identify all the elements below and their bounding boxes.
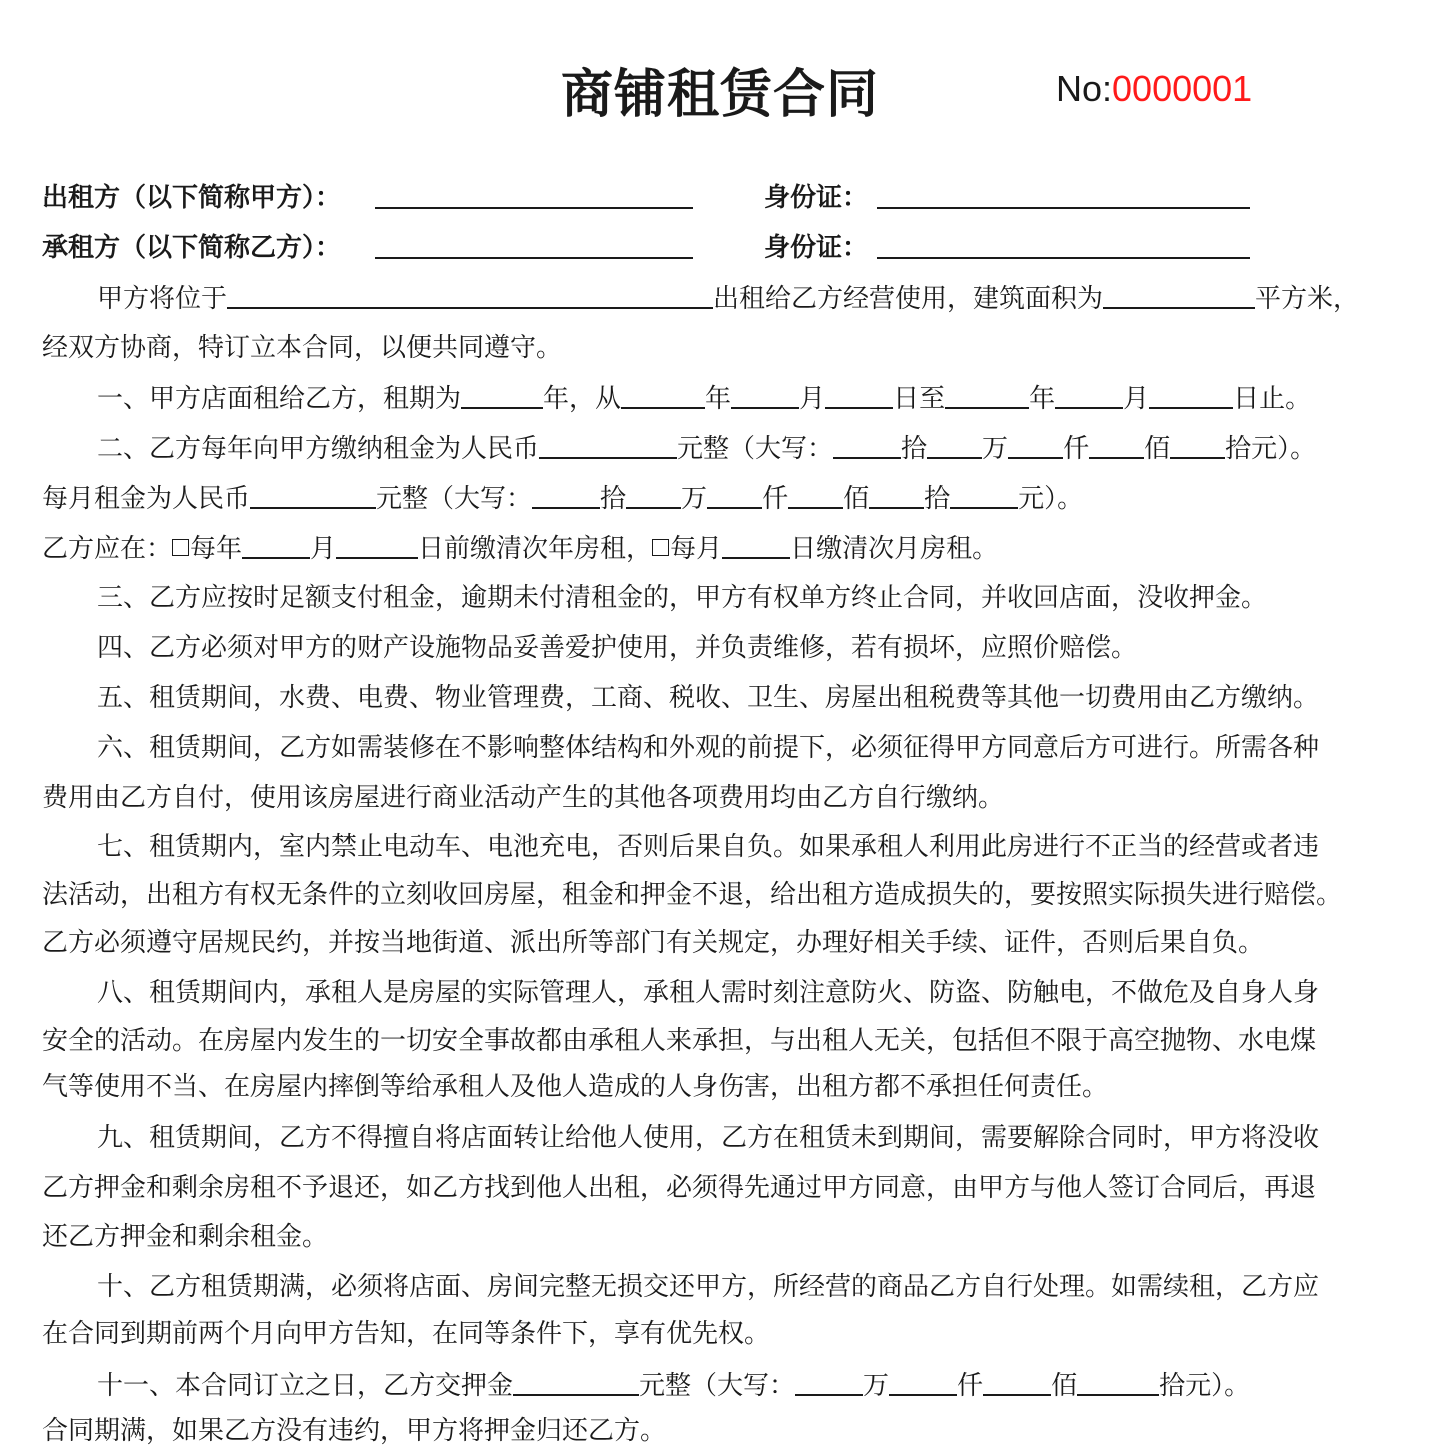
bai-label: 佰 bbox=[1051, 1371, 1078, 1401]
clause-7-line-2: 法活动，出租方有权无条件的立刻收回房屋，租金和押金不退，给出租方造成损失的，要按照实际损失进行赔偿。 bbox=[42, 880, 1343, 910]
clause-2-line-1 bbox=[97, 431, 1316, 465]
wan-label: 万 bbox=[863, 1371, 890, 1401]
clause-9-line-1: 九、租赁期间，乙方不得擅自将店面转让给他人使用，乙方在租赁未到期间，需要解除合同时，甲方将没收 bbox=[97, 1123, 1320, 1153]
serial-label: No: bbox=[1056, 68, 1113, 109]
area-field[interactable] bbox=[1103, 281, 1255, 309]
yearly-month-field[interactable] bbox=[242, 531, 310, 559]
clause-4: 四、乙方必须对甲方的财产设施物品妥善爱护使用，并负责维修，若有损坏，应照价赔偿。 bbox=[97, 633, 1138, 663]
intro-text-2: 出租给乙方经营使用，建筑面积为 bbox=[713, 284, 1104, 314]
month-label: 月 bbox=[310, 534, 337, 564]
lessee-label: 承租方（以下简称乙方）： bbox=[42, 233, 342, 263]
end-year-field[interactable] bbox=[945, 381, 1029, 409]
monthly-rent-label: 每月租金为人民币 bbox=[42, 484, 251, 514]
start-year-field[interactable] bbox=[621, 381, 705, 409]
clause-2-line-3 bbox=[42, 531, 998, 565]
bai-label: 佰 bbox=[1144, 434, 1171, 464]
qian-label: 仟 bbox=[957, 1371, 984, 1401]
monthly-day-field[interactable] bbox=[722, 531, 790, 559]
clause-8-line-1: 八、租赁期间内，承租人是房屋的实际管理人，承租人需时刻注意防火、防盗、防触电，不做危及自身人身 bbox=[97, 978, 1320, 1008]
clause-8-line-3: 气等使用不当、在房屋内摔倒等给承租人及他人造成的人身伤害，出租方都不承担任何责任。 bbox=[42, 1072, 1109, 1102]
qian-label: 仟 bbox=[762, 484, 789, 514]
month-label: 月 bbox=[799, 384, 826, 414]
lessor-name-field[interactable] bbox=[375, 181, 693, 209]
clause-2-text: 二、乙方每年向甲方缴纳租金为人民币 bbox=[97, 434, 540, 464]
monthly-label: 每月 bbox=[670, 534, 723, 564]
monthly-checkbox[interactable] bbox=[652, 539, 669, 556]
end-day-field[interactable] bbox=[1149, 381, 1233, 409]
lessee-name-field[interactable] bbox=[375, 231, 693, 259]
start-day-field[interactable] bbox=[825, 381, 893, 409]
clause-7-line-3: 乙方必须遵守居规民约，并按当地街道、派出所等部门有关规定，办理好相关手续、证件，否则后果自负。 bbox=[42, 928, 1265, 958]
clause-2-line-2 bbox=[42, 481, 1083, 515]
capital-end-label: 元）。 bbox=[1018, 484, 1084, 514]
serial-number-value: 0000001 bbox=[1112, 68, 1253, 109]
lessor-label: 出租方（以下简称甲方）： bbox=[42, 183, 342, 213]
capital-end-label: 拾元）。 bbox=[1225, 434, 1317, 464]
clause-9-line-3: 还乙方押金和剩余租金。 bbox=[42, 1222, 329, 1252]
deposit-field[interactable] bbox=[513, 1368, 639, 1396]
intro-line-2: 经双方协商，特订立本合同，以便共同遵守。 bbox=[42, 333, 563, 363]
property-address-field[interactable] bbox=[227, 281, 713, 309]
month-label: 月 bbox=[1123, 384, 1150, 414]
monthly-rent-shiwan-field[interactable] bbox=[532, 481, 600, 509]
yearly-label: 每年 bbox=[190, 534, 243, 564]
intro-line-1 bbox=[97, 281, 1359, 315]
clause-9-line-2: 乙方押金和剩余房租不予退还，如乙方找到他人出租，必须得先通过甲方同意，由甲方与他人签订合同后，再退 bbox=[42, 1173, 1317, 1203]
monthly-rent-field[interactable] bbox=[250, 481, 376, 509]
clause-1 bbox=[97, 381, 1311, 415]
bai-label: 佰 bbox=[843, 484, 870, 514]
yearly-checkbox[interactable] bbox=[172, 539, 189, 556]
payment-label: 乙方应在： bbox=[42, 534, 173, 564]
shi-label: 拾 bbox=[901, 434, 928, 464]
annual-rent-bai-field[interactable] bbox=[1089, 431, 1144, 459]
end-label: 日止。 bbox=[1233, 384, 1312, 414]
monthly-rent-wan-field[interactable] bbox=[626, 481, 681, 509]
lessee-id-label: 身份证： bbox=[764, 233, 869, 263]
year-label: 年 bbox=[1029, 384, 1056, 414]
clause-5: 五、租赁期间，水费、电费、物业管理费，工商、税收、卫生、房屋出租税费等其他一切费用由乙方缴纳。 bbox=[97, 683, 1320, 713]
annual-rent-field[interactable] bbox=[539, 431, 677, 459]
end-month-field[interactable] bbox=[1055, 381, 1123, 409]
capital-end-label: 拾元）。 bbox=[1159, 1371, 1251, 1401]
monthly-text: 日缴清次月房租。 bbox=[790, 534, 999, 564]
lessor-id-label: 身份证： bbox=[764, 183, 869, 213]
page-title: 商铺租赁合同 bbox=[560, 65, 879, 125]
deposit-bai-field[interactable] bbox=[983, 1368, 1051, 1396]
deposit-label: 十一、本合同订立之日，乙方交押金 bbox=[97, 1371, 514, 1401]
clause-7-line-1: 七、租赁期内，室内禁止电动车、电池充电，否则后果自负。如果承租人利用此房进行不正当的经营或者违 bbox=[97, 832, 1320, 862]
annual-rent-shiwan-field[interactable] bbox=[833, 431, 901, 459]
year-label: 年 bbox=[705, 384, 732, 414]
deposit-qian-field[interactable] bbox=[889, 1368, 957, 1396]
deposit-shi-field[interactable] bbox=[1077, 1368, 1159, 1396]
yearly-day-field[interactable] bbox=[336, 531, 418, 559]
from-label: ，从 bbox=[569, 384, 622, 414]
shi-label: 拾 bbox=[924, 484, 951, 514]
monthly-rent-bai-field[interactable] bbox=[788, 481, 843, 509]
yearly-text: 日前缴清次年房租， bbox=[418, 534, 653, 564]
capital-label: 元整（大写： bbox=[639, 1371, 796, 1401]
clause-8-line-2: 安全的活动。在房屋内发生的一切安全事故都由承租人来承担，与出租人无关，包括但不限于高空抛物、水电煤 bbox=[42, 1026, 1317, 1056]
year-label: 年 bbox=[543, 384, 570, 414]
start-month-field[interactable] bbox=[731, 381, 799, 409]
to-label: 日至 bbox=[893, 384, 946, 414]
monthly-rent-qian-field[interactable] bbox=[707, 481, 762, 509]
clause-3: 三、乙方应按时足额支付租金，逾期未付清租金的，甲方有权单方终止合同，并收回店面，没收押金。 bbox=[97, 583, 1268, 613]
clause-10-line-1: 十、乙方租赁期满，必须将店面、房间完整无损交还甲方，所经营的商品乙方自行处理。如需续租，乙方应 bbox=[97, 1272, 1320, 1302]
annual-rent-wan-field[interactable] bbox=[927, 431, 982, 459]
clause-1-text: 一、甲方店面租给乙方，租期为 bbox=[97, 384, 462, 414]
clause-11-line-2: 合同期满，如果乙方没有违约，甲方将押金归还乙方。 bbox=[42, 1416, 667, 1446]
lessor-id-field[interactable] bbox=[877, 181, 1250, 209]
intro-text-3: 平方米， bbox=[1255, 284, 1360, 314]
annual-rent-qian-field[interactable] bbox=[1008, 431, 1063, 459]
clause-10-line-2: 在合同到期前两个月向甲方告知，在同等条件下，享有优先权。 bbox=[42, 1319, 771, 1349]
serial-number bbox=[1056, 68, 1252, 110]
monthly-rent-shi-field[interactable] bbox=[869, 481, 924, 509]
intro-text-1: 甲方将位于 bbox=[97, 284, 228, 314]
deposit-wan-field[interactable] bbox=[795, 1368, 863, 1396]
clause-6-line-1: 六、租赁期间，乙方如需装修在不影响整体结构和外观的前提下，必须征得甲方同意后方可进行。所需各种 bbox=[97, 733, 1320, 763]
capital-label: 元整（大写： bbox=[376, 484, 533, 514]
clause-6-line-2: 费用由乙方自付，使用该房屋进行商业活动产生的其他各项费用均由乙方自行缴纳。 bbox=[42, 783, 1005, 813]
lessee-id-field[interactable] bbox=[877, 231, 1250, 259]
annual-rent-shi-field[interactable] bbox=[1170, 431, 1225, 459]
qian-label: 仟 bbox=[1063, 434, 1090, 464]
shi-label: 拾 bbox=[600, 484, 627, 514]
wan-label: 万 bbox=[982, 434, 1009, 464]
clause-11-line-1 bbox=[97, 1368, 1250, 1402]
capital-label: 元整（大写： bbox=[677, 434, 834, 464]
monthly-rent-yuan-field[interactable] bbox=[950, 481, 1018, 509]
lease-years-field[interactable] bbox=[461, 381, 543, 409]
wan-label: 万 bbox=[681, 484, 708, 514]
